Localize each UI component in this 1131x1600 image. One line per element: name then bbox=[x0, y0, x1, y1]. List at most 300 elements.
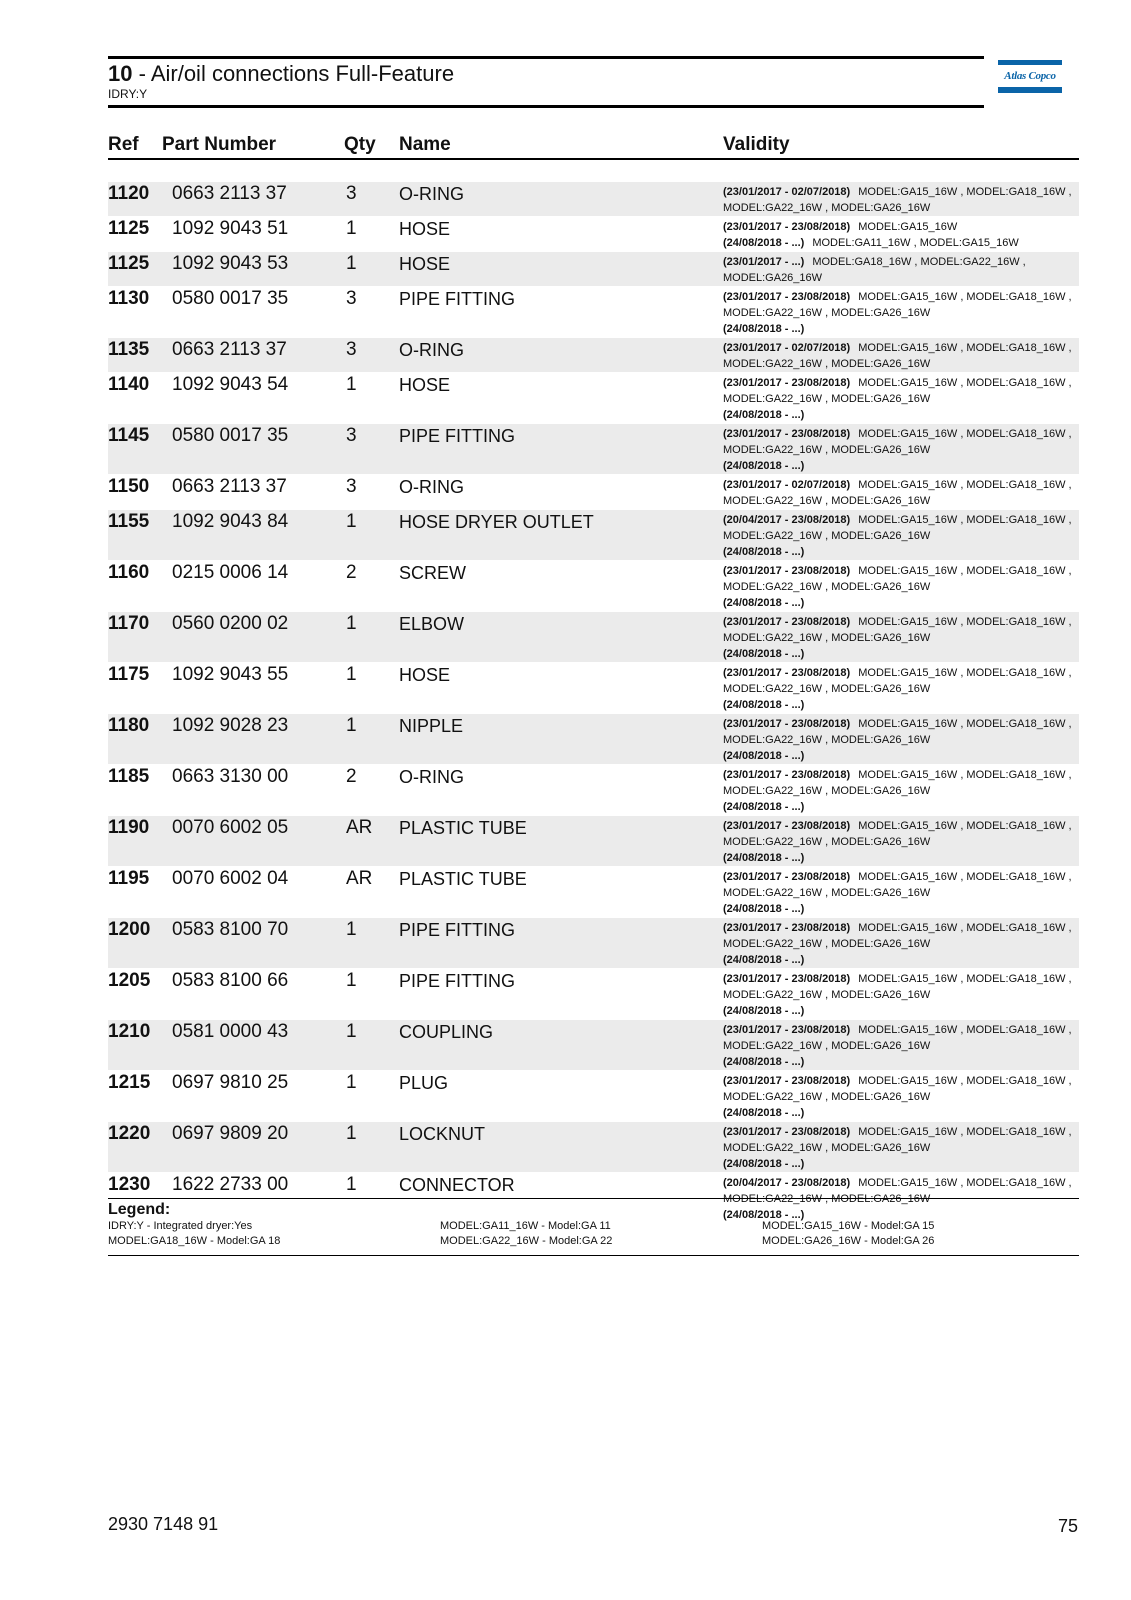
validity-line bbox=[723, 1073, 1079, 1089]
logo-bar-top bbox=[998, 60, 1062, 65]
validity-models: MODEL:GA22_16W , MODEL:GA26_16W bbox=[723, 785, 931, 797]
legend-title: Legend: bbox=[108, 1201, 171, 1218]
row-ref: 1145 bbox=[108, 425, 150, 446]
validity-models: MODEL:GA15_16W , MODEL:GA18_16W , bbox=[858, 667, 1072, 679]
validity-line bbox=[723, 732, 1079, 748]
validity-models: MODEL:GA22_16W , MODEL:GA26_16W bbox=[723, 734, 931, 746]
row-qty: 1 bbox=[346, 1174, 357, 1195]
validity-line bbox=[723, 579, 1079, 595]
row-ref: 1205 bbox=[108, 970, 151, 991]
row-ref: 1135 bbox=[108, 339, 150, 360]
validity-line bbox=[723, 834, 1079, 850]
table-row bbox=[108, 663, 1079, 714]
validity-models: MODEL:GA15_16W , MODEL:GA18_16W , bbox=[858, 514, 1072, 526]
row-validity bbox=[723, 716, 1079, 764]
row-qty: 3 bbox=[346, 425, 357, 446]
validity-models: MODEL:GA22_16W , MODEL:GA26_16W bbox=[723, 887, 931, 899]
row-qty: 1 bbox=[346, 253, 357, 274]
validity-line bbox=[723, 1140, 1079, 1156]
row-qty: 1 bbox=[346, 715, 357, 736]
row-validity bbox=[723, 665, 1079, 713]
row-validity bbox=[723, 1073, 1079, 1121]
row-qty: 2 bbox=[346, 766, 357, 787]
row-qty: 1 bbox=[346, 1072, 357, 1093]
legend-item: MODEL:GA11_16W - Model:GA 11 bbox=[440, 1220, 611, 1232]
row-name: CONNECTOR bbox=[399, 1175, 515, 1195]
row-qty: 1 bbox=[346, 970, 357, 991]
table-row bbox=[108, 969, 1079, 1020]
validity-line bbox=[723, 563, 1079, 579]
table-row bbox=[108, 510, 1079, 561]
validity-line bbox=[723, 716, 1079, 732]
validity-date-range: (23/01/2017 - 23/08/2018) bbox=[723, 871, 851, 883]
validity-line bbox=[723, 767, 1079, 783]
row-part-number: 0663 3130 00 bbox=[172, 766, 289, 787]
validity-line bbox=[723, 665, 1079, 681]
validity-models: MODEL:GA15_16W , MODEL:GA18_16W , bbox=[858, 565, 1072, 577]
table-row bbox=[108, 816, 1079, 867]
page-header bbox=[108, 56, 984, 108]
table-row bbox=[108, 373, 1079, 424]
table-row bbox=[108, 918, 1079, 969]
table-row bbox=[108, 765, 1079, 816]
row-validity bbox=[723, 1022, 1079, 1070]
doc-number: 2930 7148 91 bbox=[108, 1514, 219, 1534]
validity-date-range: (23/01/2017 - 23/08/2018) bbox=[723, 667, 851, 679]
validity-date-range: (23/01/2017 - 23/08/2018) bbox=[723, 377, 851, 389]
table-row bbox=[108, 217, 1079, 252]
validity-date-range: (24/08/2018 - ...) bbox=[723, 699, 805, 711]
row-part-number: 1092 9043 53 bbox=[172, 253, 289, 274]
row-name: O-RING bbox=[399, 767, 464, 787]
atlas-copco-logo bbox=[998, 60, 1062, 94]
validity-date-range: (24/08/2018 - ...) bbox=[723, 546, 805, 558]
row-name: COUPLING bbox=[399, 1022, 494, 1042]
row-ref: 1160 bbox=[108, 562, 150, 583]
validity-line bbox=[723, 952, 1079, 968]
table-row bbox=[108, 475, 1079, 510]
row-ref: 1190 bbox=[108, 817, 150, 838]
section-title bbox=[108, 61, 984, 87]
parts-table bbox=[108, 182, 1079, 1224]
validity-models: MODEL:GA11_16W , MODEL:GA15_16W bbox=[812, 237, 1019, 249]
validity-line bbox=[723, 748, 1079, 764]
legend-item: MODEL:GA18_16W - Model:GA 18 bbox=[108, 1235, 281, 1247]
row-ref: 1200 bbox=[108, 919, 151, 940]
validity-line bbox=[723, 235, 1079, 251]
validity-line bbox=[723, 200, 1079, 216]
validity-date-range: (23/01/2017 - 02/07/2018) bbox=[723, 186, 851, 198]
validity-line bbox=[723, 289, 1079, 305]
validity-line bbox=[723, 1089, 1079, 1105]
row-part-number: 0583 8100 70 bbox=[172, 919, 289, 940]
row-name: PLASTIC TUBE bbox=[399, 818, 527, 838]
validity-models: MODEL:GA22_16W , MODEL:GA26_16W bbox=[723, 1091, 931, 1103]
header-rule-bottom bbox=[108, 105, 984, 108]
validity-date-range: (23/01/2017 - 02/07/2018) bbox=[723, 479, 851, 491]
row-name: PIPE FITTING bbox=[399, 920, 516, 940]
col-name: Name bbox=[399, 134, 451, 155]
table-row bbox=[108, 182, 1079, 217]
row-name: PIPE FITTING bbox=[399, 971, 516, 991]
row-qty: AR bbox=[346, 868, 373, 889]
row-part-number: 0663 2113 37 bbox=[172, 339, 287, 360]
logo-text: Atlas Copco bbox=[1004, 70, 1056, 82]
validity-models: MODEL:GA22_16W , MODEL:GA26_16W bbox=[723, 581, 931, 593]
validity-line bbox=[723, 528, 1079, 544]
validity-models: MODEL:GA22_16W , MODEL:GA26_16W bbox=[723, 358, 931, 370]
row-part-number: 0583 8100 66 bbox=[172, 970, 289, 991]
row-part-number: 0070 6002 04 bbox=[172, 868, 289, 889]
validity-models: MODEL:GA15_16W , MODEL:GA18_16W , bbox=[858, 291, 1072, 303]
validity-line bbox=[723, 544, 1079, 560]
row-name: HOSE DRYER OUTLET bbox=[399, 512, 594, 532]
col-ref: Ref bbox=[108, 134, 139, 155]
validity-line bbox=[723, 971, 1079, 987]
validity-line bbox=[723, 850, 1079, 866]
logo-bar-bottom bbox=[998, 87, 1062, 93]
header-rule-top bbox=[108, 56, 984, 59]
row-ref: 1140 bbox=[108, 374, 150, 395]
legend bbox=[108, 1198, 1079, 1256]
row-qty: 3 bbox=[346, 183, 357, 204]
row-ref: 1215 bbox=[108, 1072, 151, 1093]
validity-line bbox=[723, 987, 1079, 1003]
validity-models: MODEL:GA22_16W , MODEL:GA26_16W bbox=[723, 836, 931, 848]
legend-item: IDRY:Y - Integrated dryer:Yes bbox=[108, 1220, 253, 1232]
row-part-number: 0663 2113 37 bbox=[172, 476, 287, 497]
validity-date-range: (24/08/2018 - ...) bbox=[723, 1107, 805, 1119]
row-ref: 1180 bbox=[108, 715, 150, 736]
row-validity bbox=[723, 563, 1079, 611]
validity-line bbox=[723, 1124, 1079, 1140]
validity-line bbox=[723, 646, 1079, 662]
row-part-number: 1092 9043 54 bbox=[172, 374, 289, 395]
validity-line bbox=[723, 614, 1079, 630]
validity-date-range: (23/01/2017 - 23/08/2018) bbox=[723, 1075, 851, 1087]
table-row bbox=[108, 1122, 1079, 1173]
validity-line bbox=[723, 254, 1079, 270]
validity-models: MODEL:GA22_16W , MODEL:GA26_16W bbox=[723, 1142, 931, 1154]
validity-line bbox=[723, 512, 1079, 528]
validity-date-range: (24/08/2018 - ...) bbox=[723, 750, 805, 762]
section-subtitle: IDRY:Y bbox=[108, 87, 148, 101]
validity-line bbox=[723, 321, 1079, 337]
validity-date-range: (24/08/2018 - ...) bbox=[723, 648, 805, 660]
row-ref: 1130 bbox=[108, 288, 150, 309]
validity-date-range: (20/04/2017 - 23/08/2018) bbox=[723, 1177, 851, 1189]
section-title-text: - Air/oil connections Full-Feature bbox=[132, 61, 455, 86]
section-number: 10 bbox=[108, 61, 133, 86]
validity-line bbox=[723, 901, 1079, 917]
validity-line bbox=[723, 391, 1079, 407]
row-validity bbox=[723, 375, 1079, 423]
validity-date-range: (20/04/2017 - 23/08/2018) bbox=[723, 514, 851, 526]
validity-models: MODEL:GA15_16W , MODEL:GA18_16W , bbox=[858, 769, 1072, 781]
validity-date-range: (24/08/2018 - ...) bbox=[723, 1209, 805, 1221]
validity-models: MODEL:GA15_16W , MODEL:GA18_16W , bbox=[858, 973, 1072, 985]
table-row bbox=[108, 424, 1079, 475]
table-row bbox=[108, 1020, 1079, 1071]
validity-models: MODEL:GA15_16W , MODEL:GA18_16W , bbox=[858, 718, 1072, 730]
row-validity bbox=[723, 477, 1079, 509]
row-validity bbox=[723, 289, 1079, 337]
validity-line bbox=[723, 1105, 1079, 1121]
row-part-number: 0580 0017 35 bbox=[172, 288, 289, 309]
row-ref: 1185 bbox=[108, 766, 150, 787]
legend-item: MODEL:GA15_16W - Model:GA 15 bbox=[762, 1220, 935, 1232]
validity-date-range: (23/01/2017 - 23/08/2018) bbox=[723, 291, 851, 303]
row-name: LOCKNUT bbox=[399, 1124, 486, 1144]
row-name: O-RING bbox=[399, 477, 464, 497]
validity-models: MODEL:GA15_16W , MODEL:GA18_16W , bbox=[858, 342, 1072, 354]
row-qty: 3 bbox=[346, 476, 357, 497]
validity-models: MODEL:GA15_16W , MODEL:GA18_16W , bbox=[858, 616, 1072, 628]
validity-date-range: (23/01/2017 - 23/08/2018) bbox=[723, 973, 851, 985]
row-qty: 3 bbox=[346, 339, 357, 360]
validity-date-range: (23/01/2017 - 23/08/2018) bbox=[723, 820, 851, 832]
validity-line bbox=[723, 458, 1079, 474]
validity-models: MODEL:GA22_16W , MODEL:GA26_16W bbox=[723, 307, 931, 319]
row-qty: 1 bbox=[346, 1021, 357, 1042]
validity-date-range: (23/01/2017 - 23/08/2018) bbox=[723, 769, 851, 781]
row-validity bbox=[723, 818, 1079, 866]
validity-models: MODEL:GA22_16W , MODEL:GA26_16W bbox=[723, 444, 931, 456]
row-ref: 1170 bbox=[108, 613, 150, 634]
row-name: HOSE bbox=[399, 375, 451, 395]
row-qty: 1 bbox=[346, 511, 357, 532]
validity-line bbox=[723, 1175, 1079, 1191]
table-row bbox=[108, 1071, 1079, 1122]
row-ref: 1195 bbox=[108, 868, 150, 889]
row-validity bbox=[723, 254, 1079, 286]
validity-models: MODEL:GA15_16W , MODEL:GA18_16W , bbox=[858, 1126, 1072, 1138]
validity-models: MODEL:GA15_16W , MODEL:GA18_16W , bbox=[858, 479, 1072, 491]
row-validity bbox=[723, 184, 1079, 216]
legend-grid bbox=[108, 1219, 1079, 1251]
validity-date-range: (24/08/2018 - ...) bbox=[723, 237, 805, 249]
validity-date-range: (23/01/2017 - ...) bbox=[723, 256, 805, 268]
row-name: O-RING bbox=[399, 340, 464, 360]
row-validity bbox=[723, 920, 1079, 968]
validity-date-range: (24/08/2018 - ...) bbox=[723, 1158, 805, 1170]
row-validity bbox=[723, 219, 1079, 251]
row-part-number: 0580 0017 35 bbox=[172, 425, 289, 446]
legend-item: MODEL:GA26_16W - Model:GA 26 bbox=[762, 1235, 935, 1247]
validity-models: MODEL:GA22_16W , MODEL:GA26_16W bbox=[723, 1193, 931, 1205]
validity-date-range: (24/08/2018 - ...) bbox=[723, 954, 805, 966]
validity-models: MODEL:GA22_16W , MODEL:GA26_16W bbox=[723, 530, 931, 542]
validity-models: MODEL:GA22_16W , MODEL:GA26_16W bbox=[723, 495, 931, 507]
validity-models: MODEL:GA15_16W , MODEL:GA18_16W , bbox=[858, 428, 1072, 440]
row-name: O-RING bbox=[399, 184, 464, 204]
row-name: ELBOW bbox=[399, 614, 465, 634]
row-part-number: 1622 2733 00 bbox=[172, 1174, 289, 1195]
col-part-number: Part Number bbox=[162, 134, 277, 155]
validity-line bbox=[723, 356, 1079, 372]
validity-line bbox=[723, 1003, 1079, 1019]
validity-line bbox=[723, 340, 1079, 356]
validity-models: MODEL:GA22_16W , MODEL:GA26_16W bbox=[723, 632, 931, 644]
row-validity bbox=[723, 767, 1079, 815]
validity-models: MODEL:GA22_16W , MODEL:GA26_16W bbox=[723, 393, 931, 405]
validity-line bbox=[723, 270, 1079, 286]
validity-line bbox=[723, 1054, 1079, 1070]
validity-models: MODEL:GA15_16W , MODEL:GA18_16W , bbox=[858, 377, 1072, 389]
validity-line bbox=[723, 493, 1079, 509]
table-row bbox=[108, 867, 1079, 918]
validity-date-range: (24/08/2018 - ...) bbox=[723, 903, 805, 915]
validity-line bbox=[723, 630, 1079, 646]
validity-date-range: (24/08/2018 - ...) bbox=[723, 409, 805, 421]
validity-models: MODEL:GA22_16W , MODEL:GA26_16W bbox=[723, 1040, 931, 1052]
table-row bbox=[108, 252, 1079, 287]
row-qty: 1 bbox=[346, 613, 357, 634]
validity-line bbox=[723, 799, 1079, 815]
validity-line bbox=[723, 783, 1079, 799]
table-row bbox=[108, 338, 1079, 373]
validity-line bbox=[723, 1022, 1079, 1038]
row-qty: 1 bbox=[346, 1123, 357, 1144]
row-name: HOSE bbox=[399, 665, 451, 685]
validity-models: MODEL:GA22_16W , MODEL:GA26_16W bbox=[723, 202, 931, 214]
validity-line bbox=[723, 869, 1079, 885]
row-part-number: 1092 9043 84 bbox=[172, 511, 289, 532]
validity-line bbox=[723, 1038, 1079, 1054]
row-part-number: 1092 9028 23 bbox=[172, 715, 289, 736]
row-qty: 1 bbox=[346, 664, 357, 685]
validity-date-range: (23/01/2017 - 02/07/2018) bbox=[723, 342, 851, 354]
col-qty: Qty bbox=[344, 134, 376, 155]
row-name: PLUG bbox=[399, 1073, 449, 1093]
row-name: PLASTIC TUBE bbox=[399, 869, 527, 889]
row-validity bbox=[723, 971, 1079, 1019]
validity-line bbox=[723, 442, 1079, 458]
validity-models: MODEL:GA15_16W bbox=[858, 221, 958, 233]
validity-models: MODEL:GA15_16W , MODEL:GA18_16W , bbox=[858, 1024, 1072, 1036]
validity-models: MODEL:GA15_16W , MODEL:GA18_16W , bbox=[858, 1075, 1072, 1087]
row-part-number: 1092 9043 51 bbox=[172, 218, 289, 239]
validity-date-range: (23/01/2017 - 23/08/2018) bbox=[723, 718, 851, 730]
validity-line bbox=[723, 184, 1079, 200]
row-name: NIPPLE bbox=[399, 716, 464, 736]
validity-date-range: (23/01/2017 - 23/08/2018) bbox=[723, 428, 851, 440]
table-row bbox=[108, 287, 1079, 338]
validity-date-range: (24/08/2018 - ...) bbox=[723, 801, 805, 813]
legend-item: MODEL:GA22_16W - Model:GA 22 bbox=[440, 1235, 613, 1247]
row-qty: 1 bbox=[346, 218, 357, 239]
validity-date-range: (23/01/2017 - 23/08/2018) bbox=[723, 1024, 851, 1036]
row-part-number: 0581 0000 43 bbox=[172, 1021, 289, 1042]
validity-line bbox=[723, 477, 1079, 493]
row-ref: 1150 bbox=[108, 476, 150, 497]
row-ref: 1125 bbox=[108, 218, 150, 239]
row-part-number: 0697 9810 25 bbox=[172, 1072, 289, 1093]
validity-models: MODEL:GA15_16W , MODEL:GA18_16W , bbox=[858, 871, 1072, 883]
validity-date-range: (24/08/2018 - ...) bbox=[723, 1005, 805, 1017]
row-validity bbox=[723, 512, 1079, 560]
row-part-number: 0070 6002 05 bbox=[172, 817, 289, 838]
validity-line bbox=[723, 885, 1079, 901]
validity-models: MODEL:GA15_16W , MODEL:GA18_16W , bbox=[858, 1177, 1072, 1189]
validity-line bbox=[723, 426, 1079, 442]
row-part-number: 1092 9043 55 bbox=[172, 664, 289, 685]
validity-date-range: (24/08/2018 - ...) bbox=[723, 460, 805, 472]
row-name: PIPE FITTING bbox=[399, 426, 516, 446]
row-validity bbox=[723, 869, 1079, 917]
row-part-number: 0663 2113 37 bbox=[172, 183, 287, 204]
row-ref: 1175 bbox=[108, 664, 150, 685]
validity-line bbox=[723, 595, 1079, 611]
validity-date-range: (23/01/2017 - 23/08/2018) bbox=[723, 1126, 851, 1138]
validity-line bbox=[723, 1156, 1079, 1172]
row-qty: 3 bbox=[346, 288, 357, 309]
row-name: PIPE FITTING bbox=[399, 289, 516, 309]
row-validity bbox=[723, 1124, 1079, 1172]
row-ref: 1120 bbox=[108, 183, 150, 204]
col-validity: Validity bbox=[723, 134, 790, 155]
validity-date-range: (24/08/2018 - ...) bbox=[723, 852, 805, 864]
validity-models: MODEL:GA15_16W , MODEL:GA18_16W , bbox=[858, 186, 1072, 198]
row-ref: 1155 bbox=[108, 511, 150, 532]
validity-line bbox=[723, 407, 1079, 423]
validity-line bbox=[723, 818, 1079, 834]
validity-models: MODEL:GA22_16W , MODEL:GA26_16W bbox=[723, 683, 931, 695]
row-validity bbox=[723, 340, 1079, 372]
validity-date-range: (24/08/2018 - ...) bbox=[723, 1056, 805, 1068]
row-validity bbox=[723, 614, 1079, 662]
validity-date-range: (24/08/2018 - ...) bbox=[723, 597, 805, 609]
row-part-number: 0215 0006 14 bbox=[172, 562, 289, 583]
row-qty: 2 bbox=[346, 562, 357, 583]
table-row bbox=[108, 714, 1079, 765]
row-qty: 1 bbox=[346, 919, 357, 940]
validity-models: MODEL:GA22_16W , MODEL:GA26_16W bbox=[723, 989, 931, 1001]
validity-line bbox=[723, 219, 1079, 235]
validity-date-range: (23/01/2017 - 23/08/2018) bbox=[723, 616, 851, 628]
validity-date-range: (24/08/2018 - ...) bbox=[723, 323, 805, 335]
row-ref: 1210 bbox=[108, 1021, 151, 1042]
row-ref: 1220 bbox=[108, 1123, 151, 1144]
validity-models: MODEL:GA22_16W , MODEL:GA26_16W bbox=[723, 938, 931, 950]
table-header bbox=[108, 132, 1079, 160]
row-name: HOSE bbox=[399, 254, 451, 274]
validity-date-range: (23/01/2017 - 23/08/2018) bbox=[723, 221, 851, 233]
row-qty: 1 bbox=[346, 374, 357, 395]
validity-date-range: (23/01/2017 - 23/08/2018) bbox=[723, 565, 851, 577]
validity-line bbox=[723, 936, 1079, 952]
row-part-number: 0697 9809 20 bbox=[172, 1123, 289, 1144]
row-qty: AR bbox=[346, 817, 373, 838]
validity-line bbox=[723, 375, 1079, 391]
row-ref: 1125 bbox=[108, 253, 150, 274]
row-name: HOSE bbox=[399, 219, 451, 239]
validity-models: MODEL:GA15_16W , MODEL:GA18_16W , bbox=[858, 922, 1072, 934]
row-ref: 1230 bbox=[108, 1174, 151, 1195]
validity-models: MODEL:GA15_16W , MODEL:GA18_16W , bbox=[858, 820, 1072, 832]
validity-models: MODEL:GA26_16W bbox=[723, 272, 823, 284]
validity-date-range: (23/01/2017 - 23/08/2018) bbox=[723, 922, 851, 934]
table-row bbox=[108, 561, 1079, 612]
validity-models: MODEL:GA18_16W , MODEL:GA22_16W , bbox=[812, 256, 1026, 268]
row-name: SCREW bbox=[399, 563, 466, 583]
validity-line bbox=[723, 305, 1079, 321]
validity-line bbox=[723, 697, 1079, 713]
validity-line bbox=[723, 681, 1079, 697]
table-row bbox=[108, 612, 1079, 663]
page-number: 75 bbox=[1058, 1516, 1079, 1536]
row-part-number: 0560 0200 02 bbox=[172, 613, 289, 634]
